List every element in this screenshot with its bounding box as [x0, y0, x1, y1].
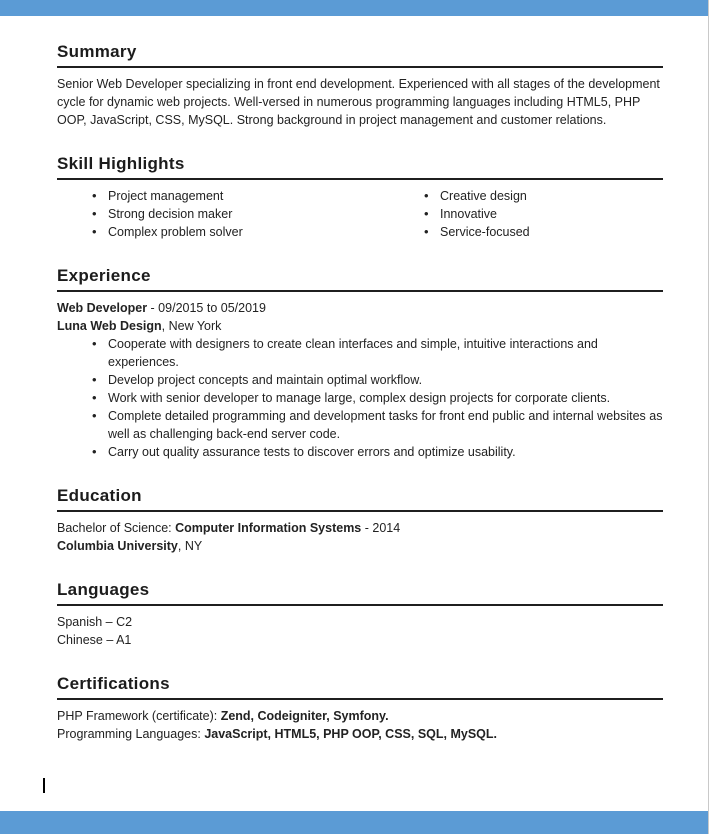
section-body	[57, 299, 663, 461]
bullet-item: • Innovative	[440, 205, 663, 223]
section-body	[57, 613, 663, 649]
text-run: , NY	[177, 539, 203, 553]
text-line	[57, 613, 663, 631]
section-experience	[57, 265, 663, 461]
section-body	[57, 187, 663, 241]
paragraph	[57, 75, 663, 129]
section-body	[57, 75, 663, 129]
bullet-columns	[57, 187, 663, 241]
text-run: Programming Languages:	[57, 727, 205, 741]
text-run: Spanish – C2	[57, 615, 133, 629]
bullet-list	[57, 187, 389, 241]
text-run: Luna Web Design	[57, 319, 162, 333]
text-line	[57, 707, 663, 725]
section-education	[57, 485, 663, 555]
bullet-item: • Work with senior developer to manage large, complex design projects for corporate clients.	[108, 389, 663, 407]
text-run: Computer Information Systems	[175, 521, 362, 535]
bullet-item: • Carry out quality assurance tests to discover errors and optimize usability.	[108, 443, 663, 461]
section-body	[57, 519, 663, 555]
text-line	[57, 631, 663, 649]
section-heading-skill-highlights: Skill Highlights	[57, 153, 663, 180]
section-heading-languages: Languages	[57, 579, 663, 606]
text-run: Bachelor of Science:	[57, 521, 176, 535]
bullet-item: • Complete detailed programming and development tasks for front end public and internal websites as well as challenging back-end server code.	[108, 407, 663, 443]
bullet-item: • Complex problem solver	[108, 223, 389, 241]
section-heading-summary: Summary	[57, 41, 663, 68]
bullet-item: • Service-focused	[440, 223, 663, 241]
text-run: - 09/2015 to 05/2019	[147, 301, 266, 315]
page-edge-line	[708, 0, 709, 834]
text-run: Chinese – A1	[57, 633, 132, 647]
text-line	[57, 519, 663, 537]
text-run: PHP Framework (certificate):	[57, 709, 221, 723]
text-run: , New York	[161, 319, 222, 333]
text-run: Senior Web Developer specializing in front end development. Experienced with all stages of the development cycle for dynamic web projects. Well-versed in numerous programming languages including HTML5, PHP OOP, JavaScript, CSS, MySQL. Strong background in project management and customer relations.	[57, 77, 660, 127]
bullet-item: • Develop project concepts and maintain optimal workflow.	[108, 371, 663, 389]
text-line	[57, 317, 663, 335]
bullet-item: • Project management	[108, 187, 389, 205]
section-heading-experience: Experience	[57, 265, 663, 292]
bottom-accent-bar	[0, 811, 708, 834]
section-summary	[57, 41, 663, 129]
bullet-item: • Creative design	[440, 187, 663, 205]
text-run: - 2014	[361, 521, 401, 535]
text-run: JavaScript, HTML5, PHP OOP, CSS, SQL, MySQL.	[204, 727, 497, 741]
section-languages	[57, 579, 663, 649]
bullet-list	[389, 187, 663, 241]
text-line	[57, 299, 663, 317]
text-run: Zend, Codeigniter, Symfony.	[220, 709, 389, 723]
section-certifications	[57, 673, 663, 743]
text-line	[57, 537, 663, 555]
bullet-item: • Cooperate with designers to create clean interfaces and simple, intuitive interactions and experiences.	[108, 335, 663, 371]
section-heading-certifications: Certifications	[57, 673, 663, 700]
bullet-list	[57, 335, 663, 461]
text-run: Columbia University	[57, 539, 178, 553]
bullet-item: • Strong decision maker	[108, 205, 389, 223]
text-run: Web Developer	[57, 301, 148, 315]
text-line	[57, 725, 663, 743]
section-skill-highlights	[57, 153, 663, 241]
section-heading-education: Education	[57, 485, 663, 512]
text-cursor	[43, 778, 45, 793]
section-body	[57, 707, 663, 743]
resume-content[interactable]	[57, 0, 663, 767]
